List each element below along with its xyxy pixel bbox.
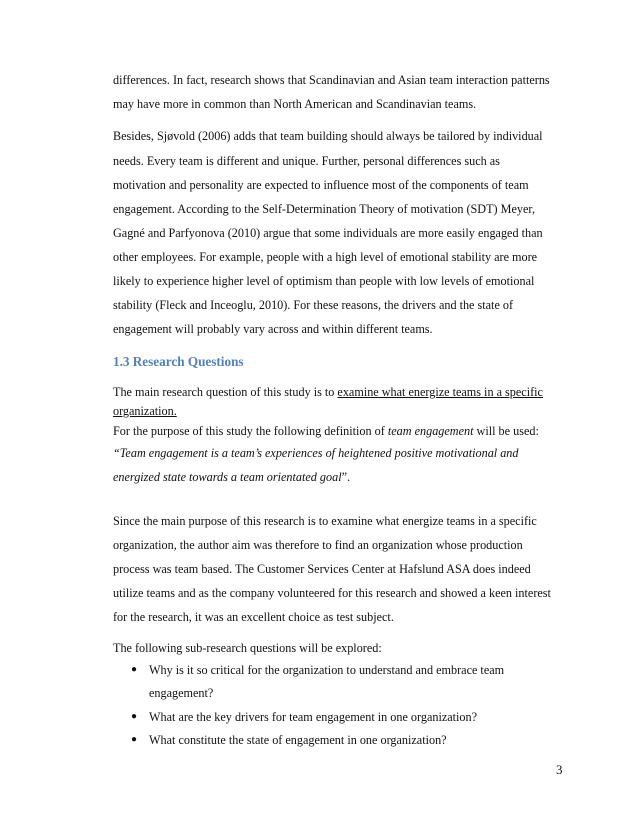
body-line: may have more in common than North American and Scandinavian teams. [113, 97, 477, 111]
body-line: needs. Every team is different and unique. Further, personal differences such as [113, 154, 500, 168]
text-run: For the purpose of this study the following definition of [113, 424, 388, 438]
body-line: organization. [113, 404, 177, 418]
list-item-continuation: engagement? [149, 686, 214, 700]
body-line: other employees. For example, people with a high level of emotional stability are more [113, 250, 538, 264]
body-line: stability (Fleck and Inceoglu, 2010). For these reasons, the drivers and the state of [113, 298, 514, 312]
text-run: The main research question of this study is to [113, 385, 338, 399]
body-line: for the research, it was an excellent choice as test subject. [113, 610, 394, 624]
definition-line [113, 469, 350, 485]
italic-definition: energized state towards a team orientated goal [113, 470, 342, 484]
body-line: Since the main purpose of this research is to examine what energize teams in a specific [113, 514, 537, 528]
text-run: will be used: [473, 424, 539, 438]
body-line: process was team based. The Customer Services Center at Hafslund ASA does indeed [113, 562, 531, 576]
body-line: utilize teams and as the company volunteered for this research and showed a keen interest [113, 586, 551, 600]
bullet-icon: ● [131, 734, 138, 745]
body-line: Besides, Sjøvold (2006) adds that team building should always be tailored by individual [113, 129, 543, 143]
underlined-text: examine what energize teams in a specific [337, 385, 543, 399]
page-number: 3 [556, 762, 563, 777]
body-line: motivation and personality are expected to influence most of the components of team [113, 178, 529, 192]
body-line: likely to experience higher level of optimism than people with low levels of emotional [113, 274, 535, 288]
body-line: Gagné and Parfyonova (2010) argue that some individuals are more easily engaged than [113, 226, 543, 240]
body-line: The following sub-research questions will be explored: [113, 641, 382, 655]
list-item: Why is it so critical for the organization to understand and embrace team [149, 663, 505, 677]
list-item: What constitute the state of engagement in one organization? [149, 733, 447, 747]
body-line: engagement. According to the Self-Determination Theory of motivation (SDT) Meyer, [113, 202, 536, 216]
list-item: What are the key drivers for team engagement in one organization? [149, 710, 478, 724]
body-line: organization, the author aim was therefore to find an organization whose production [113, 538, 523, 552]
body-line [113, 423, 539, 439]
italic-term: team engagement [387, 424, 474, 438]
body-line: differences. In fact, research shows that Scandinavian and Asian team interaction patterns [113, 73, 550, 87]
section-heading: 1.3 Research Questions [113, 354, 244, 369]
text-run: ”. [341, 470, 351, 484]
definition-line: “Team engagement is a team’s experiences of heightened positive motivational and [113, 446, 519, 460]
bullet-icon: ● [131, 664, 138, 675]
body-line: engagement will probably vary across and within different teams. [113, 322, 433, 336]
body-line [113, 384, 543, 400]
bullet-icon: ● [131, 711, 138, 722]
